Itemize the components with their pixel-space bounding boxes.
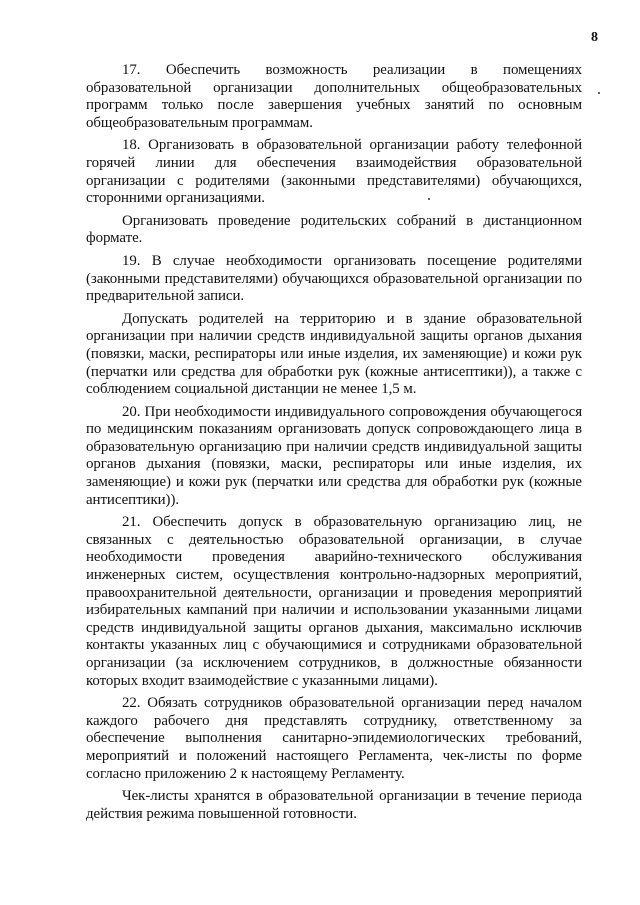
paragraph-21: 21. Обеспечить допуск в образовательную организацию лиц, не связанных с деятельностью образовательной организации, в случае необходимости проведения аварийно-технического обслуживания инженерных систем, осуществления контрольно-надзорных мероприятий, правоохранительной деятельности, организации и проведения мероприятий избирательных кампаний при наличии и использовании указанными лицами средств индивидуальной защиты органов дыхания, максимально исключив контакты указанных лиц с обучающимися и сотрудниками образовательной организации (за исключением сотрудников, в должностные обязанности которых входит взаимодействие с указанными лицами).	[86, 514, 582, 689]
paragraph-checklists: Чек-листы хранятся в образовательной организации в течение периода действия режима повышенной готовности.	[86, 788, 582, 822]
scan-speck	[598, 92, 600, 94]
page-number: 8	[591, 30, 598, 45]
paragraph-20: 20. При необходимости индивидуального сопровождения обучающегося по медицинским показаниям организовать допуск сопровождающего лица в образовательную организацию при наличии средств индивидуальной защиты органов дыхания (повязки, маски, респираторы или иные изделия, их заменяющие) и кожи рук (перчатки или средства для обработки рук (кожные антисептики)).	[86, 403, 582, 508]
paragraph-parent-admission: Допускать родителей на территорию и в здание образовательной организации при наличии средств индивидуальной защиты органов дыхания (повязки, маски, респираторы или иные изделия, их заменяющие) и кожи рук (перчатки или средства для обработки рук (кожные антисептики)), а также с соблюдением социальной дистанции не менее 1,5 м.	[86, 310, 582, 398]
document-body	[86, 62, 582, 828]
paragraph-22: 22. Обязать сотрудников образовательной организации перед началом каждого рабочего дня представлять сотруднику, ответственному за обеспечение выполнения санитарно-эпидемиологических требований, мероприятий и положений настоящего Регламента, чек-листы по форме согласно приложению 2 к настоящему Регламенту.	[86, 695, 582, 782]
scan-speck	[428, 198, 430, 200]
paragraph-19: 19. В случае необходимости организовать посещение родителями (законными представителями) обучающихся образовательной организации по предварительной записи.	[86, 252, 582, 305]
paragraph-17: 17. Обеспечить возможность реализации в помещениях образовательной организации дополнительных общеобразовательных программ только после завершения учебных занятий по основным общеобразовательным программам.	[86, 62, 582, 131]
paragraph-18: 18. Организовать в образовательной организации работу телефонной горячей линии для обеспечения взаимодействия образовательной организации с родителями (законными представителями) обучающихся, сторонними организациями.	[86, 137, 582, 207]
paragraph-parent-meetings: Организовать проведение родительских собраний в дистанционном формате.	[86, 212, 582, 247]
